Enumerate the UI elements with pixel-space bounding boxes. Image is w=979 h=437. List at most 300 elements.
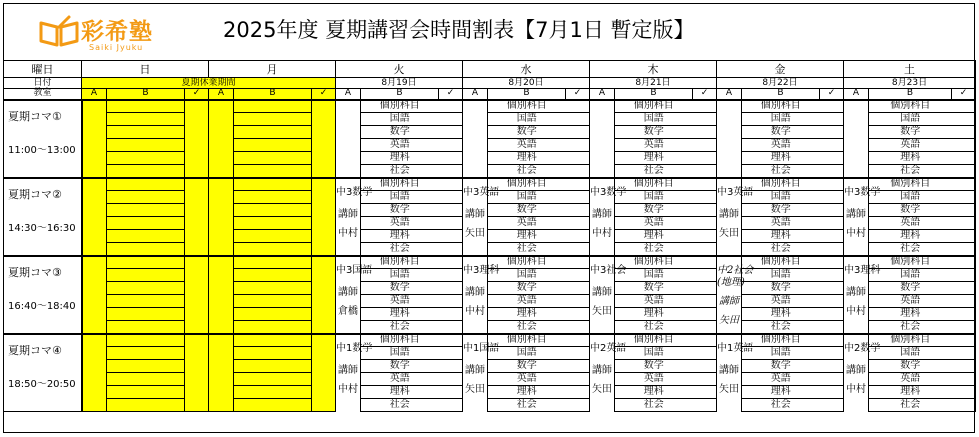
subject-cell: 数学 [869,204,952,217]
subject-cell: 個別科目 [361,256,439,269]
class-role: 講師 [592,364,612,376]
class-teacher: 中村 [846,305,866,317]
class-course: 中3数学 [844,186,881,198]
subject-cell: 個別科目 [488,100,566,113]
subject-check [439,113,463,126]
holiday-room-b [107,126,185,139]
holiday-room-b [234,386,312,399]
holiday-room-b [107,191,185,204]
holiday-room-b [107,334,185,347]
subject-cell: 理科 [742,386,820,399]
class-cell [717,334,754,412]
subject-cell: 個別科目 [742,100,820,113]
subject-check [820,399,844,412]
subject-check [952,321,976,334]
subject-cell: 個別科目 [361,100,439,113]
subject-check [566,282,590,295]
room-a-label: A [717,89,742,100]
check-icon: ✓ [439,89,463,100]
class-teacher: 矢田 [592,383,612,395]
class-cell [717,256,754,334]
subject-check [952,256,976,269]
holiday-room-b [234,360,312,373]
holiday-room-a [209,256,234,334]
subject-check [693,100,717,113]
date-cell: 8月23日 [844,78,976,89]
subject-check [952,126,976,139]
holiday-room-b [107,113,185,126]
subject-check [439,282,463,295]
subject-check [566,165,590,178]
class-role: 講師 [846,364,866,376]
subject-check [439,178,463,191]
class-cell [844,256,881,334]
subject-cell: 数学 [869,282,952,295]
subject-check [693,165,717,178]
holiday-room-b [234,230,312,243]
holiday-room-b [234,204,312,217]
subject-cell: 社会 [361,321,439,334]
subject-check [693,126,717,139]
holiday-room-b [234,399,312,412]
book-logo-icon [39,17,79,47]
holiday-room-b [107,347,185,360]
subject-cell: 英語 [615,217,693,230]
subject-check [439,191,463,204]
subject-cell: 理科 [361,386,439,399]
class-teacher: 矢田 [465,227,485,239]
class-teacher: 中村 [846,383,866,395]
holiday-room-b [234,347,312,360]
subject-cell: 英語 [869,373,952,386]
class-role: 講師 [846,286,866,298]
subject-cell: 数学 [488,126,566,139]
holiday-room-b [107,282,185,295]
holiday-room-b [107,178,185,191]
room-b-label: B [869,89,952,100]
subject-check [566,100,590,113]
subject-cell: 国語 [742,347,820,360]
subject-cell: 数学 [742,126,820,139]
subject-check [566,256,590,269]
subject-cell: 国語 [361,191,439,204]
subject-cell: 理科 [361,308,439,321]
subject-cell: 英語 [615,295,693,308]
subject-check [439,152,463,165]
subject-cell: 社会 [742,243,820,256]
room-b-label: B [615,89,693,100]
period-cell [4,334,82,412]
subject-check [439,230,463,243]
period-name: 夏期コマ③ [8,265,62,279]
subject-cell: 数学 [869,360,952,373]
class-cell [336,100,361,178]
subject-check [820,126,844,139]
holiday-room-b [234,152,312,165]
room-a-label: A [336,89,361,100]
subject-check [566,269,590,282]
subject-check [439,243,463,256]
class-cell [844,334,881,412]
subject-check [820,165,844,178]
subject-cell: 理科 [742,308,820,321]
subject-cell: 英語 [361,139,439,152]
class-course: 中1国語 [463,342,500,354]
subject-cell: 理科 [361,152,439,165]
subject-cell: 社会 [742,321,820,334]
holiday-room-b [107,217,185,230]
class-course: 中3英語 [717,186,754,198]
holiday-room-b [234,282,312,295]
subject-cell: 英語 [361,217,439,230]
room-b-label: B [361,89,439,100]
subject-cell: 理科 [488,230,566,243]
subject-check [566,360,590,373]
subject-check [439,399,463,412]
holiday-room-b [107,269,185,282]
holiday-room-b [234,256,312,269]
class-cell [463,178,500,256]
subject-check [439,308,463,321]
subject-check [952,230,976,243]
class-role: 講師 [592,286,612,298]
label-hiduke: 日付 [4,78,82,89]
day-header: 日 [82,61,209,78]
subject-cell: 英語 [361,295,439,308]
subject-cell: 個別科目 [615,256,693,269]
class-course: 中3理科 [463,264,500,276]
holiday-room-b [107,295,185,308]
subject-check [566,230,590,243]
subject-cell: 社会 [869,165,952,178]
subject-check [566,308,590,321]
subject-cell: 数学 [488,204,566,217]
subject-check [952,178,976,191]
subject-check [439,217,463,230]
class-course: 中3国語 [336,264,373,276]
subject-cell: 個別科目 [869,178,952,191]
subject-check [952,152,976,165]
subject-check [820,373,844,386]
subject-cell: 英語 [869,295,952,308]
subject-cell: 数学 [869,126,952,139]
subject-check [693,243,717,256]
subject-check [952,191,976,204]
subject-cell: 個別科目 [742,334,820,347]
subject-check [566,399,590,412]
class-course: 中3数学 [590,186,627,198]
subject-cell: 社会 [869,243,952,256]
subject-cell: 英語 [742,139,820,152]
subject-check [566,373,590,386]
holiday-room-b [234,178,312,191]
class-cell [590,100,615,178]
subject-check [566,321,590,334]
subject-check [952,139,976,152]
subject-check [566,347,590,360]
subject-cell: 個別科目 [361,334,439,347]
subject-cell: 国語 [615,347,693,360]
holiday-room-check [312,178,336,256]
subject-cell: 社会 [361,165,439,178]
check-icon: ✓ [312,89,336,100]
timetable [3,60,976,412]
subject-check [439,386,463,399]
subject-check [566,152,590,165]
subject-check [820,334,844,347]
logo [39,13,169,53]
subject-check [693,269,717,282]
subject-check [566,204,590,217]
subject-check [952,217,976,230]
subject-check [693,282,717,295]
class-role: 講師 [338,208,358,220]
subject-cell: 国語 [869,191,952,204]
holiday-room-b [107,204,185,217]
holiday-room-a [82,256,107,334]
class-cell [844,100,869,178]
class-teacher: 矢田 [719,227,739,239]
period-name: 夏期コマ② [8,187,62,201]
subject-check [820,204,844,217]
subject-cell: 英語 [488,295,566,308]
subject-cell: 社会 [361,243,439,256]
subject-check [820,295,844,308]
check-icon: ✓ [185,89,209,100]
period-time: 11:00～13:00 [8,144,76,156]
subject-cell: 社会 [869,321,952,334]
subject-check [952,204,976,217]
holiday-room-b [107,360,185,373]
subject-cell: 国語 [361,113,439,126]
check-icon: ✓ [952,89,976,100]
subject-cell: 数学 [742,282,820,295]
check-icon: ✓ [566,89,590,100]
subject-check [820,347,844,360]
subject-check [693,347,717,360]
class-role: 講師 [719,295,739,307]
header [3,3,975,60]
room-a-label: A [844,89,869,100]
subject-check [952,165,976,178]
subject-cell: 国語 [869,113,952,126]
holiday-room-check [185,100,209,178]
subject-cell: 個別科目 [742,256,820,269]
holiday-room-b [234,373,312,386]
subject-cell: 社会 [488,321,566,334]
subject-check [693,191,717,204]
subject-cell: 個別科目 [742,178,820,191]
holiday-room-b [107,139,185,152]
holiday-room-a [82,334,107,412]
subject-cell: 国語 [488,191,566,204]
subject-cell: 社会 [488,165,566,178]
holiday-room-b [234,113,312,126]
class-cell [590,256,627,334]
holiday-room-a [82,100,107,178]
subject-check [952,373,976,386]
period-time: 16:40～18:40 [8,300,76,312]
class-course-note: (地理) [717,276,745,288]
label-youbi: 曜日 [4,61,82,78]
subject-cell: 社会 [615,321,693,334]
holiday-room-b [107,321,185,334]
class-cell [717,100,742,178]
room-a-label: A [590,89,615,100]
subject-cell: 数学 [742,204,820,217]
date-cell: 8月22日 [717,78,844,89]
date-cell: 8月19日 [336,78,463,89]
day-header: 月 [209,61,336,78]
room-b-label: B [488,89,566,100]
class-cell [463,256,500,334]
room-b-label: B [107,89,185,100]
subject-cell: 数学 [615,204,693,217]
subject-check [439,347,463,360]
class-cell [717,178,754,256]
subject-check [693,321,717,334]
class-teacher: 矢田 [592,305,612,317]
class-course: 中2社会 [717,264,754,276]
subject-cell: 個別科目 [615,100,693,113]
subject-check [566,191,590,204]
subject-check [566,178,590,191]
subject-cell: 国語 [742,191,820,204]
class-course: 中3数学 [336,186,373,198]
subject-check [693,386,717,399]
subject-check [820,191,844,204]
class-course: 中3理科 [844,264,881,276]
subject-check [439,295,463,308]
subject-check [820,230,844,243]
subject-cell: 理科 [742,230,820,243]
subject-check [693,139,717,152]
holiday-room-b [107,399,185,412]
subject-check [693,360,717,373]
subject-cell: 数学 [615,360,693,373]
holiday-room-b [107,256,185,269]
subject-cell: 理科 [615,152,693,165]
subject-cell: 個別科目 [361,178,439,191]
class-course: 中3社会 [590,264,627,276]
class-teacher: 倉橋 [338,305,358,317]
subject-check [952,347,976,360]
subject-check [952,399,976,412]
holiday-room-a [209,178,234,256]
class-cell [336,334,373,412]
subject-cell: 社会 [615,243,693,256]
subject-check [820,308,844,321]
subject-check [439,204,463,217]
subject-cell: 理科 [869,386,952,399]
subject-check [820,360,844,373]
holiday-room-a [209,334,234,412]
subject-cell: 国語 [869,269,952,282]
class-cell [336,256,373,334]
check-icon: ✓ [693,89,717,100]
subject-check [566,139,590,152]
class-role: 講師 [338,286,358,298]
class-role: 講師 [465,364,485,376]
subject-cell: 国語 [615,191,693,204]
class-course: 中3英語 [463,186,500,198]
holiday-room-check [185,334,209,412]
subject-cell: 理科 [869,230,952,243]
subject-check [439,165,463,178]
subject-check [566,126,590,139]
subject-check [952,269,976,282]
room-a-label: A [209,89,234,100]
holiday-room-b [234,243,312,256]
period-cell [4,256,82,334]
subject-check [566,386,590,399]
subject-check [693,230,717,243]
holiday-room-b [107,165,185,178]
subject-cell: 英語 [488,217,566,230]
holiday-label: 夏期休業期間 [82,78,336,89]
subject-check [952,100,976,113]
subject-check [693,295,717,308]
subject-cell: 社会 [742,399,820,412]
subject-cell: 理科 [742,152,820,165]
subject-cell: 英語 [615,139,693,152]
subject-cell: 個別科目 [615,178,693,191]
subject-check [439,139,463,152]
class-cell [844,178,881,256]
subject-check [693,113,717,126]
period-cell [4,178,82,256]
holiday-room-b [234,295,312,308]
subject-check [693,152,717,165]
subject-check [439,373,463,386]
subject-cell: 英語 [869,217,952,230]
subject-check [820,152,844,165]
room-a-label: A [463,89,488,100]
class-role: 講師 [465,286,485,298]
subject-cell: 英語 [615,373,693,386]
room-b-label: B [234,89,312,100]
period-time: 14:30～16:30 [8,222,76,234]
subject-cell: 英語 [361,373,439,386]
holiday-room-b [107,386,185,399]
subject-check [439,269,463,282]
day-header: 木 [590,61,717,78]
logo-text: 彩希塾 [81,19,153,45]
subject-check [566,113,590,126]
subject-cell: 英語 [488,139,566,152]
subject-cell: 数学 [361,282,439,295]
subject-check [820,256,844,269]
holiday-room-b [234,191,312,204]
subject-cell: 理科 [615,230,693,243]
period-name: 夏期コマ④ [8,343,62,357]
subject-check [439,126,463,139]
subject-check [952,282,976,295]
subject-cell: 理科 [615,386,693,399]
subject-cell: 社会 [488,399,566,412]
subject-check [952,386,976,399]
class-course: 中2英語 [590,342,627,354]
subject-check [693,217,717,230]
subject-check [439,321,463,334]
holiday-room-b [234,165,312,178]
day-header: 火 [336,61,463,78]
subject-cell: 理科 [869,152,952,165]
holiday-room-b [107,373,185,386]
subject-cell: 数学 [742,360,820,373]
subject-cell: 国語 [742,269,820,282]
holiday-room-b [107,152,185,165]
